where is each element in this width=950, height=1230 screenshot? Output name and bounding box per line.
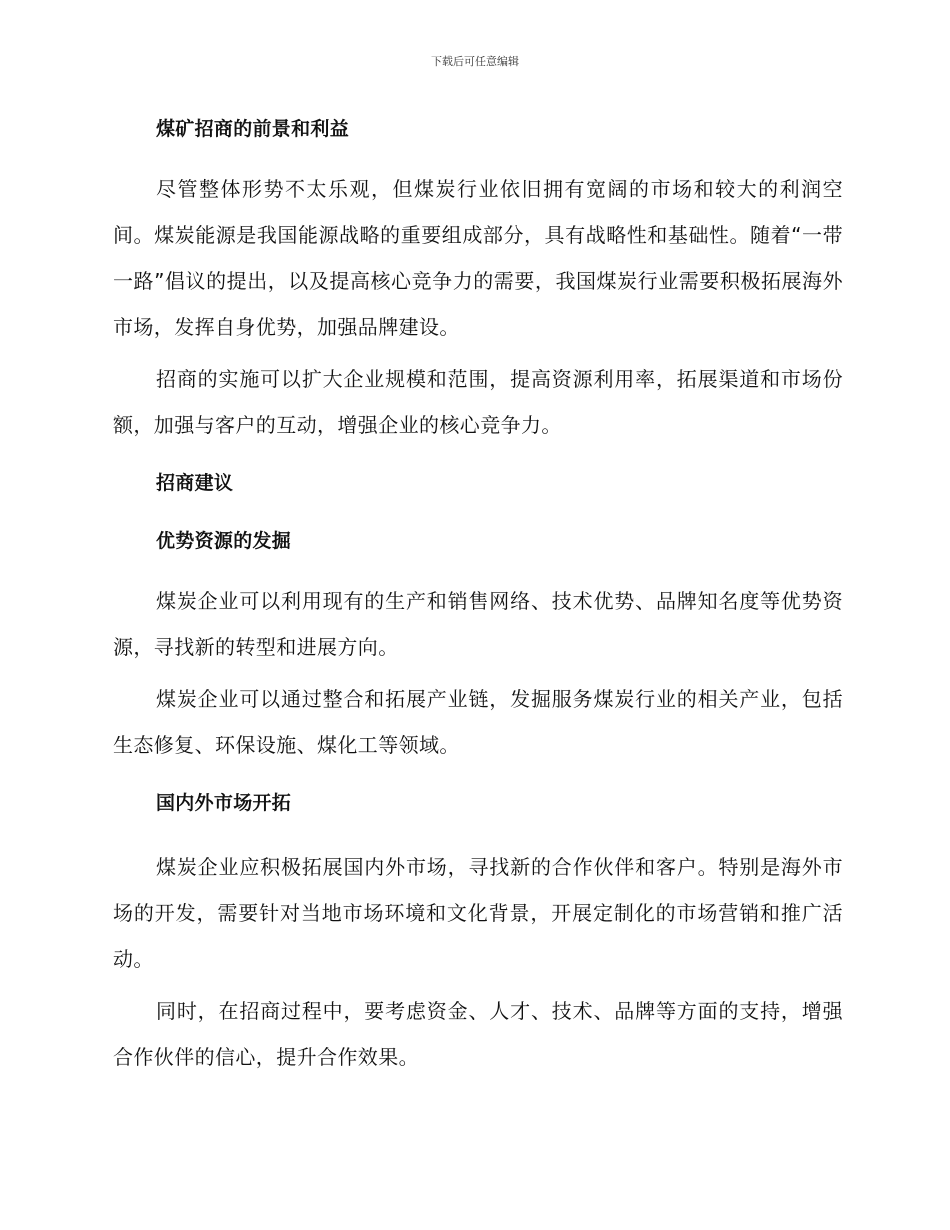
- paragraph-resources-use: 煤炭企业可以利用现有的生产和销售网络、技术优势、品牌知名度等优势资源，寻找新的转型和进展方向。: [113, 589, 843, 659]
- section-heading-suggestions: 招商建议: [156, 472, 234, 494]
- paragraph-support-factors: 同时，在招商过程中，要考虑资金、人才、技术、品牌等方面的支持，增强合作伙伴的信心，提升合作效果。: [113, 999, 843, 1069]
- section-heading-prospects: 煤矿招商的前景和利益: [156, 118, 350, 140]
- document-body: [113, 112, 843, 1080]
- paragraph-industry-chain: 煤炭企业可以通过整合和拓展产业链，发掘服务煤炭行业的相关产业，包括生态修复、环保设施、煤化工等领域。: [113, 687, 843, 757]
- paragraph-investment-benefits: 招商的实施可以扩大企业规模和范围，提高资源利用率，拓展渠道和市场份额，加强与客户的互动，增强企业的核心竞争力。: [113, 367, 843, 437]
- page-header: 下载后可任意编辑: [431, 55, 519, 68]
- subsection-heading-resources: 优势资源的发掘: [156, 530, 292, 552]
- subsection-heading-market: 国内外市场开拓: [156, 792, 292, 814]
- paragraph-market-expansion: 煤炭企业应积极拓展国内外市场，寻找新的合作伙伴和客户。特别是海外市场的开发，需要针对当地市场环境和文化背景，开展定制化的市场营销和推广活动。: [113, 855, 843, 971]
- paragraph-industry-outlook: 尽管整体形势不太乐观，但煤炭行业依旧拥有宽阔的市场和较大的利润空间。煤炭能源是我国能源战略的重要组成部分，具有战略性和基础性。随着“一带一路”倡议的提出，以及提高核心竞争力的需要，我国煤炭行业需要积极拓展海外市场，发挥自身优势，加强品牌建设。: [113, 177, 843, 339]
